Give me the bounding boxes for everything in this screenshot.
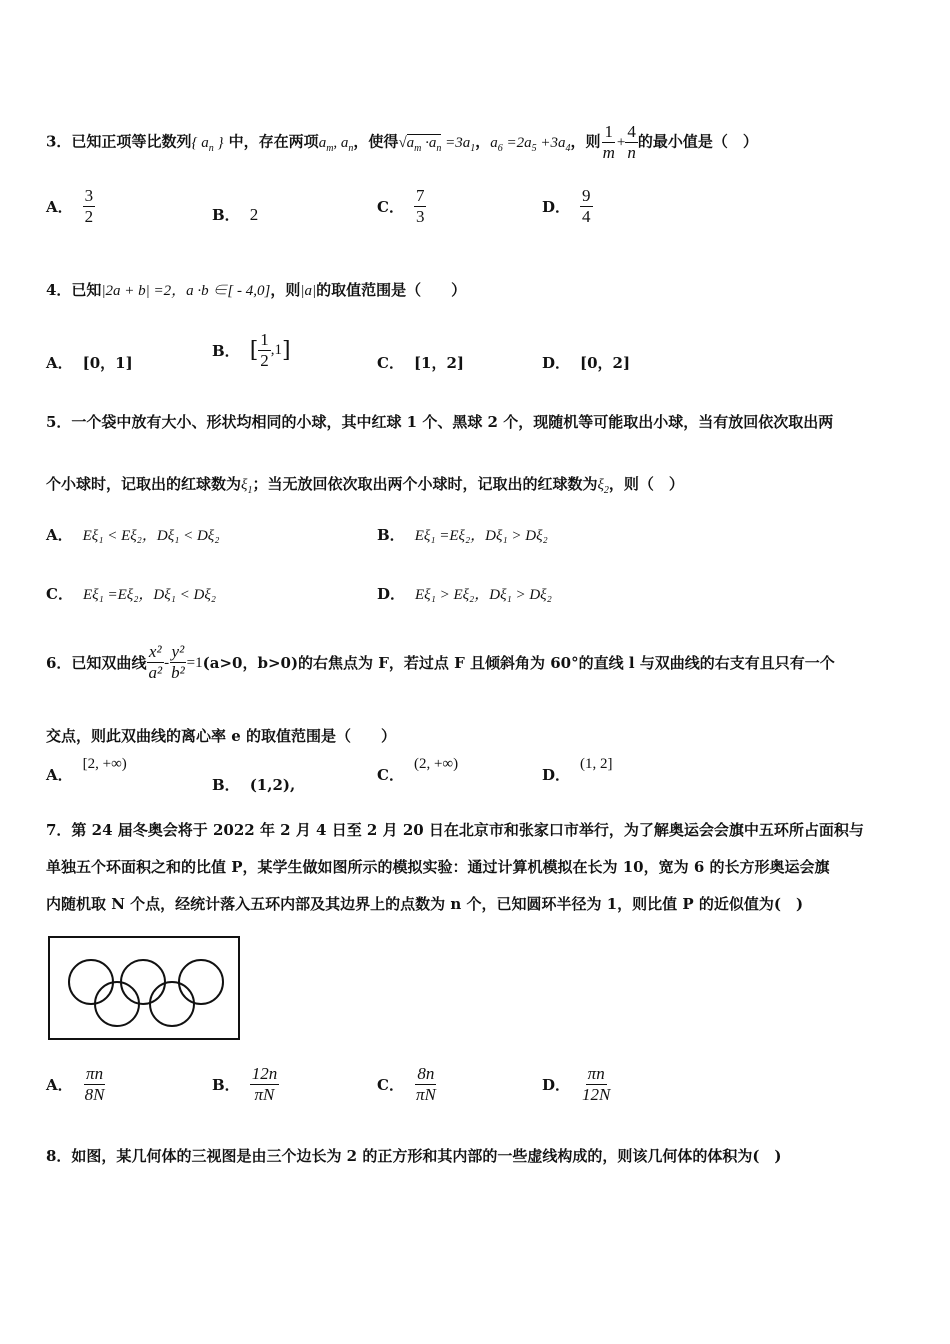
q4-suffix: 的取值范围是（ ） — [316, 281, 467, 299]
q3-frac-4-over-n: $\frac{4}{n}$ — [627, 122, 636, 162]
olympic-flag-figure — [48, 936, 242, 1042]
ring-top-middle — [121, 960, 165, 1004]
q5-option-a[interactable]: A． Eξ₁ < Eξ₂，Dξ₁ < Dξ₂ — [46, 526, 220, 544]
q7-option-d[interactable]: D． $\frac{\pi n}{12N}$ — [542, 1064, 611, 1104]
q6-option-d[interactable]: D． (1, 2] — [542, 756, 613, 784]
question-3 — [46, 122, 910, 163]
question-4 — [46, 280, 910, 301]
question-5-line-1: 5．一个袋中放有大小、形状均相同的小球，其中红球 1 个、黑球 2 个，现随机等可能取出小球，当有放回依次取出两 — [46, 413, 834, 431]
q3-terms: $a_m$, $a_n$ — [318, 134, 354, 154]
question-8: 8．如图，某几何体的三视图是由三个边长为 2 的正方形和其内部的一些虚线构成的，则该几何体的体积为( ) — [46, 1147, 782, 1165]
question-7-line-1: 7．第 24 届冬奥会将于 2022 年 2 月 4 日至 2 月 20 日在北京市和张家口市举行，为了解奥运会会旗中五环所占面积与 — [46, 821, 864, 839]
q3-comma: ， — [475, 132, 491, 151]
q3-then: ，则 — [570, 132, 601, 151]
q4-prefix: 4．已知 — [46, 281, 102, 299]
flag-rectangle — [49, 937, 239, 1039]
question-6-line-1: 6．已知双曲线 $\frac{\text{x²}}{\text{a²}}$ - $\frac{\text{y²}}{\text{b²}}$ =1 (a>0，b>0)的右焦点为 F，若过点 F 且倾斜角为 60°的直线 l 与双曲线的右支有且只有一个 — [46, 642, 835, 682]
question-7-line-3: 内随机取 N 个点，经统计落入五环内部及其边界上的点数为 n 个，已知圆环半径为 1，则比值 P 的近似值为( ) — [46, 895, 804, 913]
q3-option-b[interactable]: B． 2 — [212, 204, 259, 224]
q4-condition: |2a + b| =2，a ·b ∈[ - 4,0] — [101, 283, 271, 299]
q3-option-a[interactable]: A． $\frac{3}{2}$ — [46, 186, 94, 226]
q3-suffix: 的最小值是（ ） — [637, 132, 758, 151]
q3-sqrt-condition: $√a_m \cdot a_n =3a_1$ — [398, 134, 476, 154]
q4-option-d[interactable]: D． [0，2] — [542, 354, 631, 372]
q3-option-c[interactable]: C． $\frac{7}{3}$ — [377, 186, 425, 226]
ring-top-left — [69, 960, 113, 1004]
q3-recurrence: $a_6 =2a_5 +3a_4$ — [490, 134, 571, 154]
q3-mid2: ，使得 — [353, 132, 399, 151]
q3-mid1: 中，存在两项 — [223, 132, 319, 151]
q7-option-b[interactable]: B． $\frac{12n}{\pi N}$ — [212, 1064, 278, 1104]
ring-bottom-right — [150, 982, 194, 1026]
ring-top-right — [179, 960, 223, 1004]
q3-option-d[interactable]: D． $\frac{9}{4}$ — [542, 186, 591, 226]
q4-option-c[interactable]: C． [1，2] — [377, 354, 465, 372]
q4-option-b[interactable]: B． [ $\frac{1}{2}$ ,1 ] — [212, 330, 291, 370]
q6-option-b[interactable]: B． (1,2), — [212, 775, 296, 794]
q5-option-d[interactable]: D． Eξ₁ > Eξ₂，Dξ₁ > Dξ₂ — [377, 585, 552, 603]
q5-option-b[interactable]: B． Eξ₁ =Eξ₂，Dξ₁ > Dξ₂ — [377, 526, 548, 544]
question-6-line-2: 交点，则此双曲线的离心率 e 的取值范围是（ ） — [46, 727, 396, 745]
q6-option-c[interactable]: C． (2, +∞) — [377, 756, 459, 784]
ring-bottom-left — [95, 982, 139, 1026]
q6-option-a[interactable]: A． [2, +∞) — [46, 756, 127, 784]
q4-option-a[interactable]: A． [0，1] — [46, 354, 133, 372]
q5-option-c[interactable]: C． Eξ₁ =Eξ₂，Dξ₁ < Dξ₂ — [46, 585, 216, 603]
q4-mid: ，则 — [270, 281, 301, 299]
q3-sequence: { $a_n$ } — [191, 134, 224, 154]
q7-option-a[interactable]: A． $\frac{\pi n}{8N}$ — [46, 1064, 105, 1104]
question-7-line-2: 单独五个环面积之和的比值 P，某学生做如图所示的模拟实验：通过计算机模拟在长为 10，宽为 6 的长方形奥运会旗 — [46, 858, 830, 876]
q4-abs-a: |a| — [300, 283, 317, 299]
q3-plus: + — [616, 134, 626, 151]
q7-option-c[interactable]: C． $\frac{8n}{\pi N}$ — [377, 1064, 436, 1104]
q3-prefix: 3．已知正项等比数列 — [46, 132, 192, 151]
question-5-line-2: 个小球时，记取出的红球数为$\xi_1$；当无放回依次取出两个小球时，记取出的红球数为$\xi_2$，则（ ） — [46, 475, 684, 496]
q3-frac-1-over-m: $\frac{1}{m}$ — [602, 122, 615, 162]
